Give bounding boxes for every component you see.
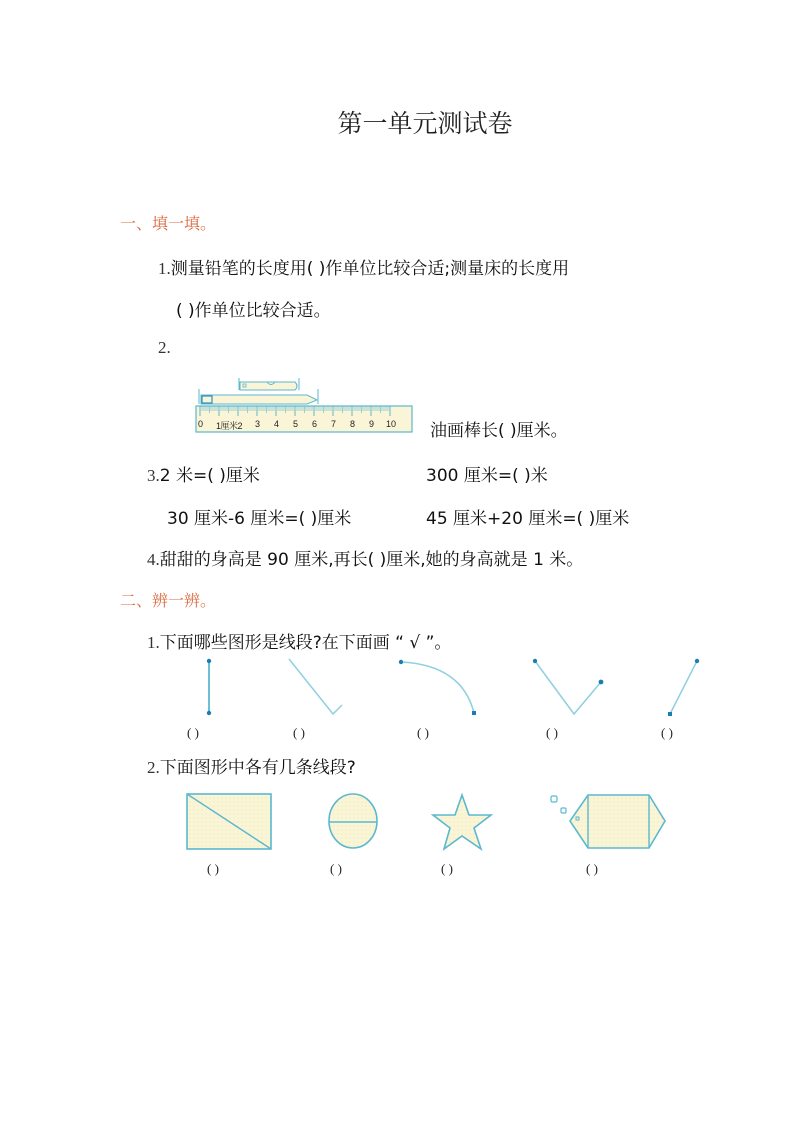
section-heading-identify: 二、辨一辨。 [120,591,217,610]
ruler-label: 6 [312,419,318,429]
question-number: 3. [147,466,160,485]
ruler-label: 7 [331,419,337,429]
question-number: 2. [147,758,160,777]
question-1-3d: 45 厘米+20 厘米=( )厘米 [426,509,630,529]
ruler-label: 0 [198,419,204,429]
answer-blank[interactable]: ( ) [293,725,305,740]
question-text: 甜甜的身高是 90 厘米,再长( )厘米,她的身高就是 1 米。 [159,550,584,570]
question-1-2-text: 油画棒长( )厘米。 [430,421,568,441]
answer-blank[interactable]: ( ) [661,725,673,740]
ruler-label: 4 [274,419,280,429]
question-1-3c: 30 厘米-6 厘米=( )厘米 [167,509,352,529]
ruler-label: 8 [350,419,356,429]
answer-blank[interactable]: ( ) [546,725,558,740]
question-1-1-continued: ( )作单位比较合适。 [176,301,331,321]
question-number: 1. [158,259,171,278]
question-1-3b: 300 厘米=( )米 [426,466,548,486]
ruler-label: 1厘米2 [216,421,243,431]
answer-blank[interactable]: ( ) [441,861,453,876]
question-text: 下面图形中各有几条线段? [159,758,356,778]
question-text: 下面哪些图形是线段?在下面画 “ √ ”。 [159,633,452,653]
question-number: 1. [147,633,160,652]
question-text: 2 米=( )厘米 [159,466,260,486]
answer-blank[interactable]: ( ) [207,861,219,876]
answer-blank[interactable]: ( ) [187,725,199,740]
ruler-label: 5 [293,419,299,429]
question-number: 2. [158,338,171,357]
page-title: 第一单元测试卷 [337,109,513,138]
answer-blank[interactable]: ( ) [417,725,429,740]
answer-blank[interactable]: ( ) [330,861,342,876]
ruler-label: 9 [369,419,375,429]
question-text: 测量铅笔的长度用( )作单位比较合适;测量床的长度用 [170,259,570,279]
ruler-label: 10 [386,419,397,429]
answer-blank[interactable]: ( ) [586,861,598,876]
section-heading-fill: 一、填一填。 [120,214,217,233]
ruler-label: 3 [255,419,261,429]
question-number: 4. [147,550,160,569]
